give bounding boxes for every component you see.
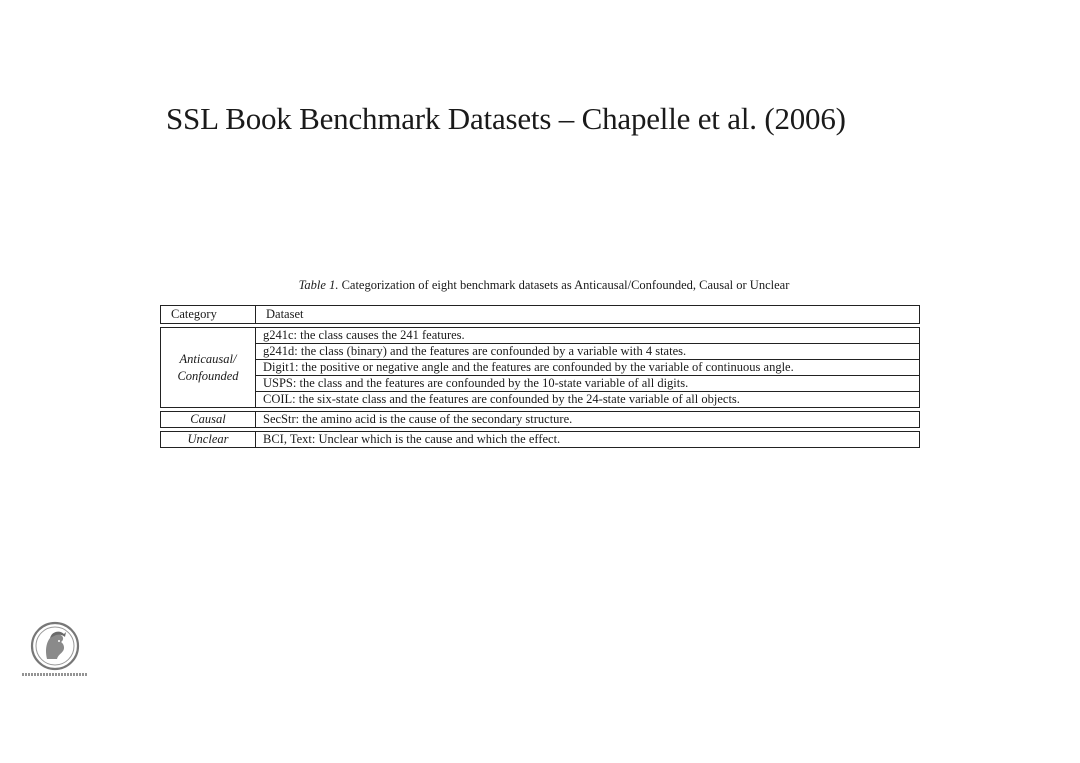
dataset-cell: g241d: the class (binary) and the features are confounded by a variable with 4 states. xyxy=(256,344,920,360)
table-caption xyxy=(0,277,1080,293)
dataset-cell: COIL: the six-state class and the features are confounded by the 24-state variable of all objects. xyxy=(256,392,920,408)
benchmark-table xyxy=(160,305,920,448)
dataset-cell: Digit1: the positive or negative angle and the features are confounded by the variable of continuous angle. xyxy=(256,360,920,376)
category-label: Anticausal/ Confounded xyxy=(177,351,239,383)
header-dataset: Dataset xyxy=(256,305,920,324)
logo-wordmark-strip xyxy=(22,673,88,676)
dataset-cell: SecStr: the amino acid is the cause of the secondary structure. xyxy=(256,411,920,428)
table-caption-text: Categorization of eight benchmark datasets as Anticausal/Confounded, Causal or Unclear xyxy=(338,278,790,292)
dataset-cell: g241c: the class causes the 241 features. xyxy=(256,327,920,344)
table-row xyxy=(160,392,920,408)
dataset-cell: USPS: the class and the features are confounded by the 10-state variable of all digits. xyxy=(256,376,920,392)
category-unclear: Unclear xyxy=(160,431,256,448)
table-row xyxy=(160,327,920,344)
category-anticausal-confounded xyxy=(160,327,256,408)
dataset-cell: BCI, Text: Unclear which is the cause and which the effect. xyxy=(256,431,920,448)
table-row xyxy=(160,411,920,428)
max-planck-minerva-seal-icon xyxy=(30,621,80,671)
table-row xyxy=(160,344,920,360)
slide-title: SSL Book Benchmark Datasets – Chapelle et al. (2006) xyxy=(166,101,846,136)
table-caption-label: Table 1. xyxy=(298,278,339,292)
table-row xyxy=(160,376,920,392)
table-row xyxy=(160,431,920,448)
header-category: Category xyxy=(160,305,256,324)
category-causal: Causal xyxy=(160,411,256,428)
table-row xyxy=(160,360,920,376)
table-header-row xyxy=(160,305,920,324)
